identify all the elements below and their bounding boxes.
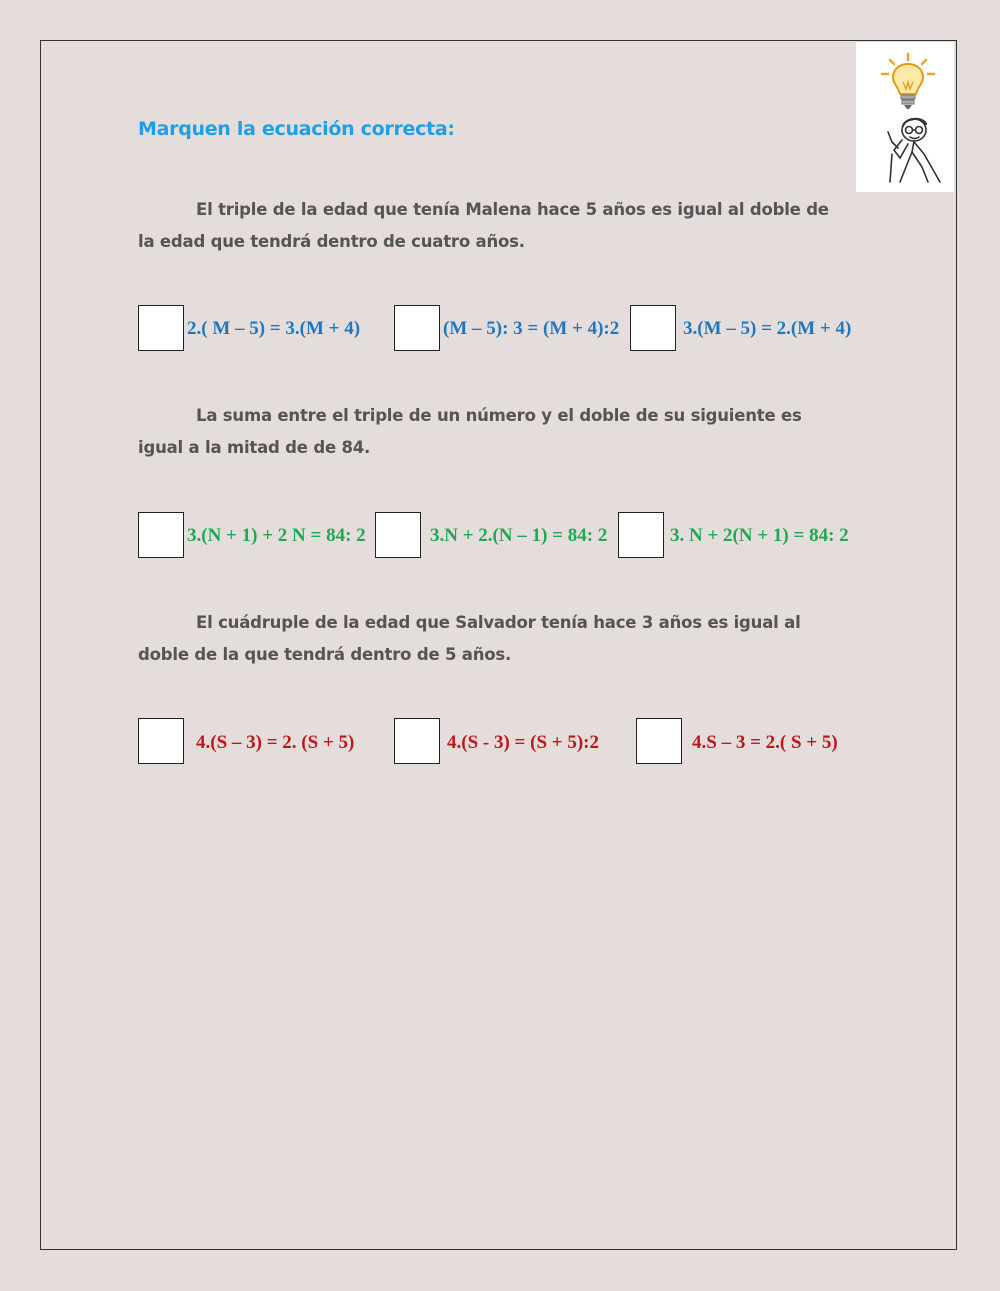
question-1-option-1-equation: 2.( M – 5) = 3.(M + 4) <box>187 318 361 339</box>
question-3-prompt: El cuádruple de la edad que Salvador tenía hace 3 años es igual al doble de la que tendrá dentro de 5 años. <box>138 613 801 664</box>
question-3-option-1-equation: 4.(S – 3) = 2. (S + 5) <box>196 732 355 753</box>
question-3-option-3-checkbox[interactable] <box>636 718 682 764</box>
question-1-option-2-checkbox[interactable] <box>394 305 440 351</box>
question-2-option-2-checkbox[interactable] <box>375 512 421 558</box>
question-1-option-3-checkbox[interactable] <box>630 305 676 351</box>
question-3-option-2-equation: 4.(S - 3) = (S + 5):2 <box>447 732 599 753</box>
question-2-prompt: La suma entre el triple de un número y el doble de su siguiente es igual a la mitad de de 84. <box>138 406 802 457</box>
question-1-option-2-equation: (M – 5): 3 = (M + 4):2 <box>443 318 620 339</box>
question-3-option-2-checkbox[interactable] <box>394 718 440 764</box>
question-3-option-1-checkbox[interactable] <box>138 718 184 764</box>
question-3-option-3-equation: 4.S – 3 = 2.( S + 5) <box>692 732 838 753</box>
question-2-option-1-equation: 3.(N + 1) + 2 N = 84: 2 <box>187 525 366 546</box>
question-1-prompt: El triple de la edad que tenía Malena hace 5 años es igual al doble de la edad que tendrá dentro de cuatro años. <box>138 200 829 251</box>
question-2-option-3-equation: 3. N + 2(N + 1) = 84: 2 <box>670 525 849 546</box>
question-2-option-3-checkbox[interactable] <box>618 512 664 558</box>
page-title: Marquen la ecuación correcta: <box>138 118 455 140</box>
question-2-option-1-checkbox[interactable] <box>138 512 184 558</box>
question-1-option-1-checkbox[interactable] <box>138 305 184 351</box>
question-2-option-2-equation: 3.N + 2.(N – 1) = 84: 2 <box>430 525 608 546</box>
lightbulb-thinker-icon <box>856 42 954 192</box>
question-1-option-3-equation: 3.(M – 5) = 2.(M + 4) <box>683 318 852 339</box>
